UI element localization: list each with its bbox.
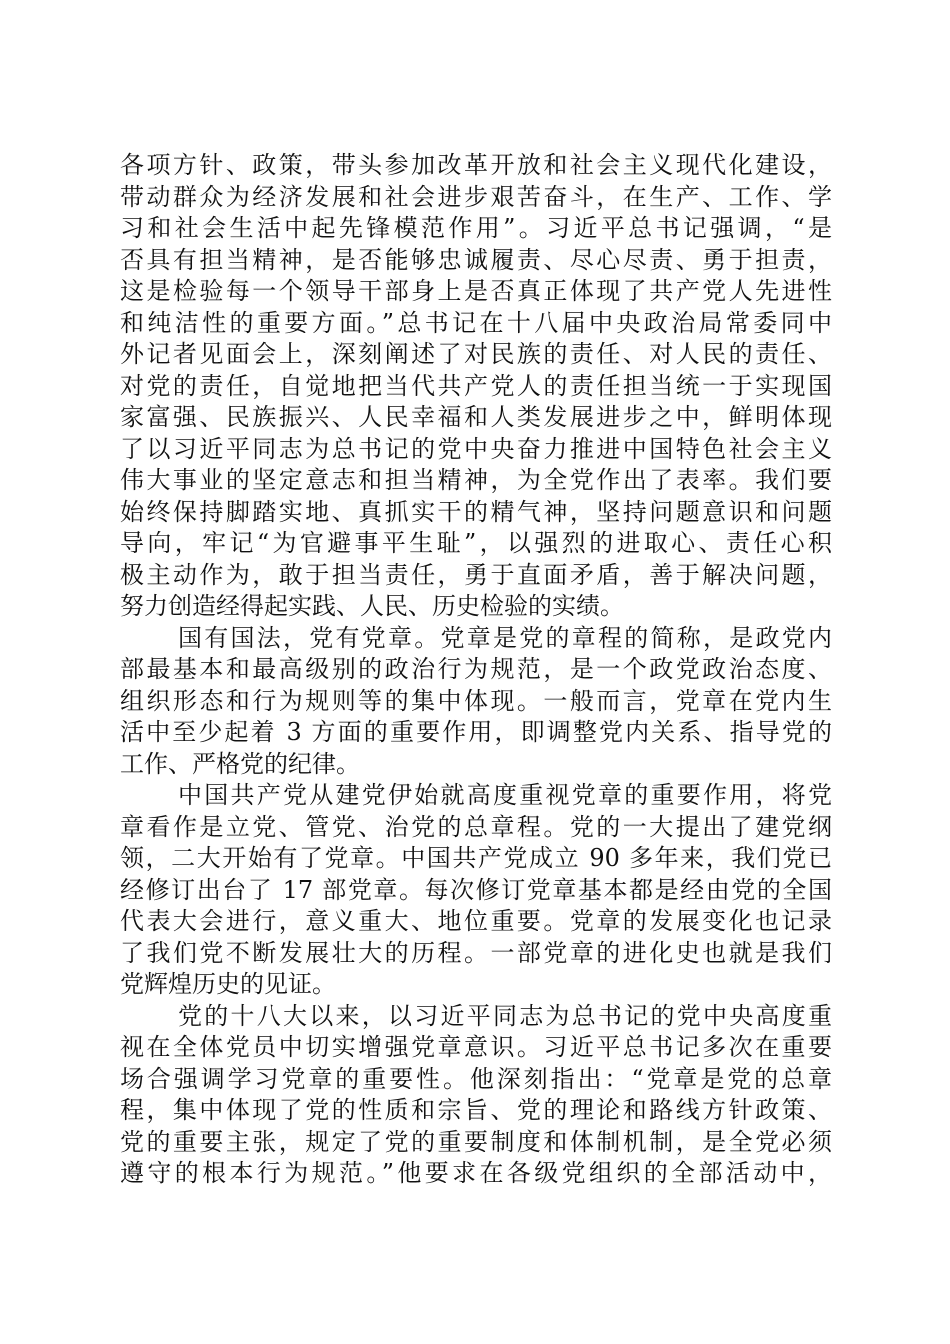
- text-line: 活中至少起着 3 方面的重要作用，即调整党内关系、指导党的: [120, 718, 832, 746]
- text-line: 各项方针、政策，带头参加改革开放和社会主义现代化建设，: [120, 151, 832, 179]
- text-line: 国有国法，党有党章。党章是党的章程的简称，是政党内: [178, 623, 832, 652]
- text-line: 导向，牢记“为官避事平生耻”，以强烈的进取心、责任心积: [120, 529, 832, 557]
- text-line: 了我们党不断发展壮大的历程。一部党章的进化史也就是我们: [120, 938, 832, 967]
- text-line: 经修订出台了 17 部党章。每次修订党章基本都是经由党的全国: [120, 875, 832, 904]
- text-line: 组织形态和行为规则等的集中体现。一般而言，党章在党内生: [120, 686, 832, 715]
- text-line: 视在全体党员中切实增强党章意识。习近平总书记多次在重要: [120, 1033, 832, 1061]
- text-line: 部最基本和最高级别的政治行为规范，是一个政党政治态度、: [120, 655, 832, 683]
- text-line: 程，集中体现了党的性质和宗旨、党的理论和路线方针政策、: [120, 1096, 832, 1124]
- document-body: [120, 150, 832, 1190]
- text-line: 外记者见面会上，深刻阐述了对民族的责任、对人民的责任、: [120, 340, 832, 368]
- text-line: 遵守的根本行为规范。”他要求在各级党组织的全部活动中，: [120, 1159, 832, 1187]
- paragraph-2: [120, 623, 832, 781]
- text-line: 代表大会进行，意义重大、地位重要。党章的发展变化也记录: [120, 907, 832, 935]
- text-line: 否具有担当精神，是否能够忠诚履责、尽心尽责、勇于担责，: [120, 245, 832, 274]
- paragraph-1: [120, 150, 832, 623]
- text-line: 了以习近平同志为总书记的党中央奋力推进中国特色社会主义: [120, 434, 832, 463]
- text-line: 对党的责任，自觉地把当代共产党人的责任担当统一于实现国: [120, 371, 832, 400]
- text-line: 始终保持脚踏实地、真抓实干的精气神，坚持问题意识和问题: [120, 497, 832, 526]
- text-line: 极主动作为，敢于担当责任，勇于直面矛盾，善于解决问题，: [120, 560, 832, 589]
- text-line: 带动群众为经济发展和社会进步艰苦奋斗，在生产、工作、学: [120, 182, 832, 211]
- paragraph-4: [120, 1001, 832, 1190]
- text-line: 党辉煌历史的见证。: [120, 970, 336, 998]
- paragraph-3: [120, 780, 832, 1001]
- text-line: 章看作是立党、管党、治党的总章程。党的一大提出了建党纲: [120, 812, 832, 841]
- text-line: 习和社会生活中起先锋模范作用”。习近平总书记强调，“是: [120, 214, 832, 242]
- text-line: 伟大事业的坚定意志和担当精神，为全党作出了表率。我们要: [120, 466, 832, 494]
- text-line: 工作、严格党的纪律。: [120, 749, 360, 778]
- text-line: 场合强调学习党章的重要性。他深刻指出：“党章是党的总章: [120, 1064, 832, 1093]
- text-line: 努力创造经得起实践、人民、历史检验的实绩。: [120, 592, 624, 620]
- text-line: 中国共产党从建党伊始就高度重视党章的重要作用，将党: [178, 781, 832, 809]
- text-line: 和纯洁性的重要方面。”总书记在十八届中央政治局常委同中: [120, 308, 832, 337]
- text-line: 家富强、民族振兴、人民幸福和人类发展进步之中，鲜明体现: [120, 403, 832, 431]
- text-line: 领，二大开始有了党章。中国共产党成立 90 多年来，我们党已: [120, 844, 832, 872]
- text-line: 党的十八大以来，以习近平同志为总书记的党中央高度重: [178, 1001, 832, 1030]
- text-line: 这是检验每一个领导干部身上是否真正体现了共产党人先进性: [120, 277, 832, 305]
- text-line: 党的重要主张，规定了党的重要制度和体制机制，是全党必须: [120, 1127, 832, 1156]
